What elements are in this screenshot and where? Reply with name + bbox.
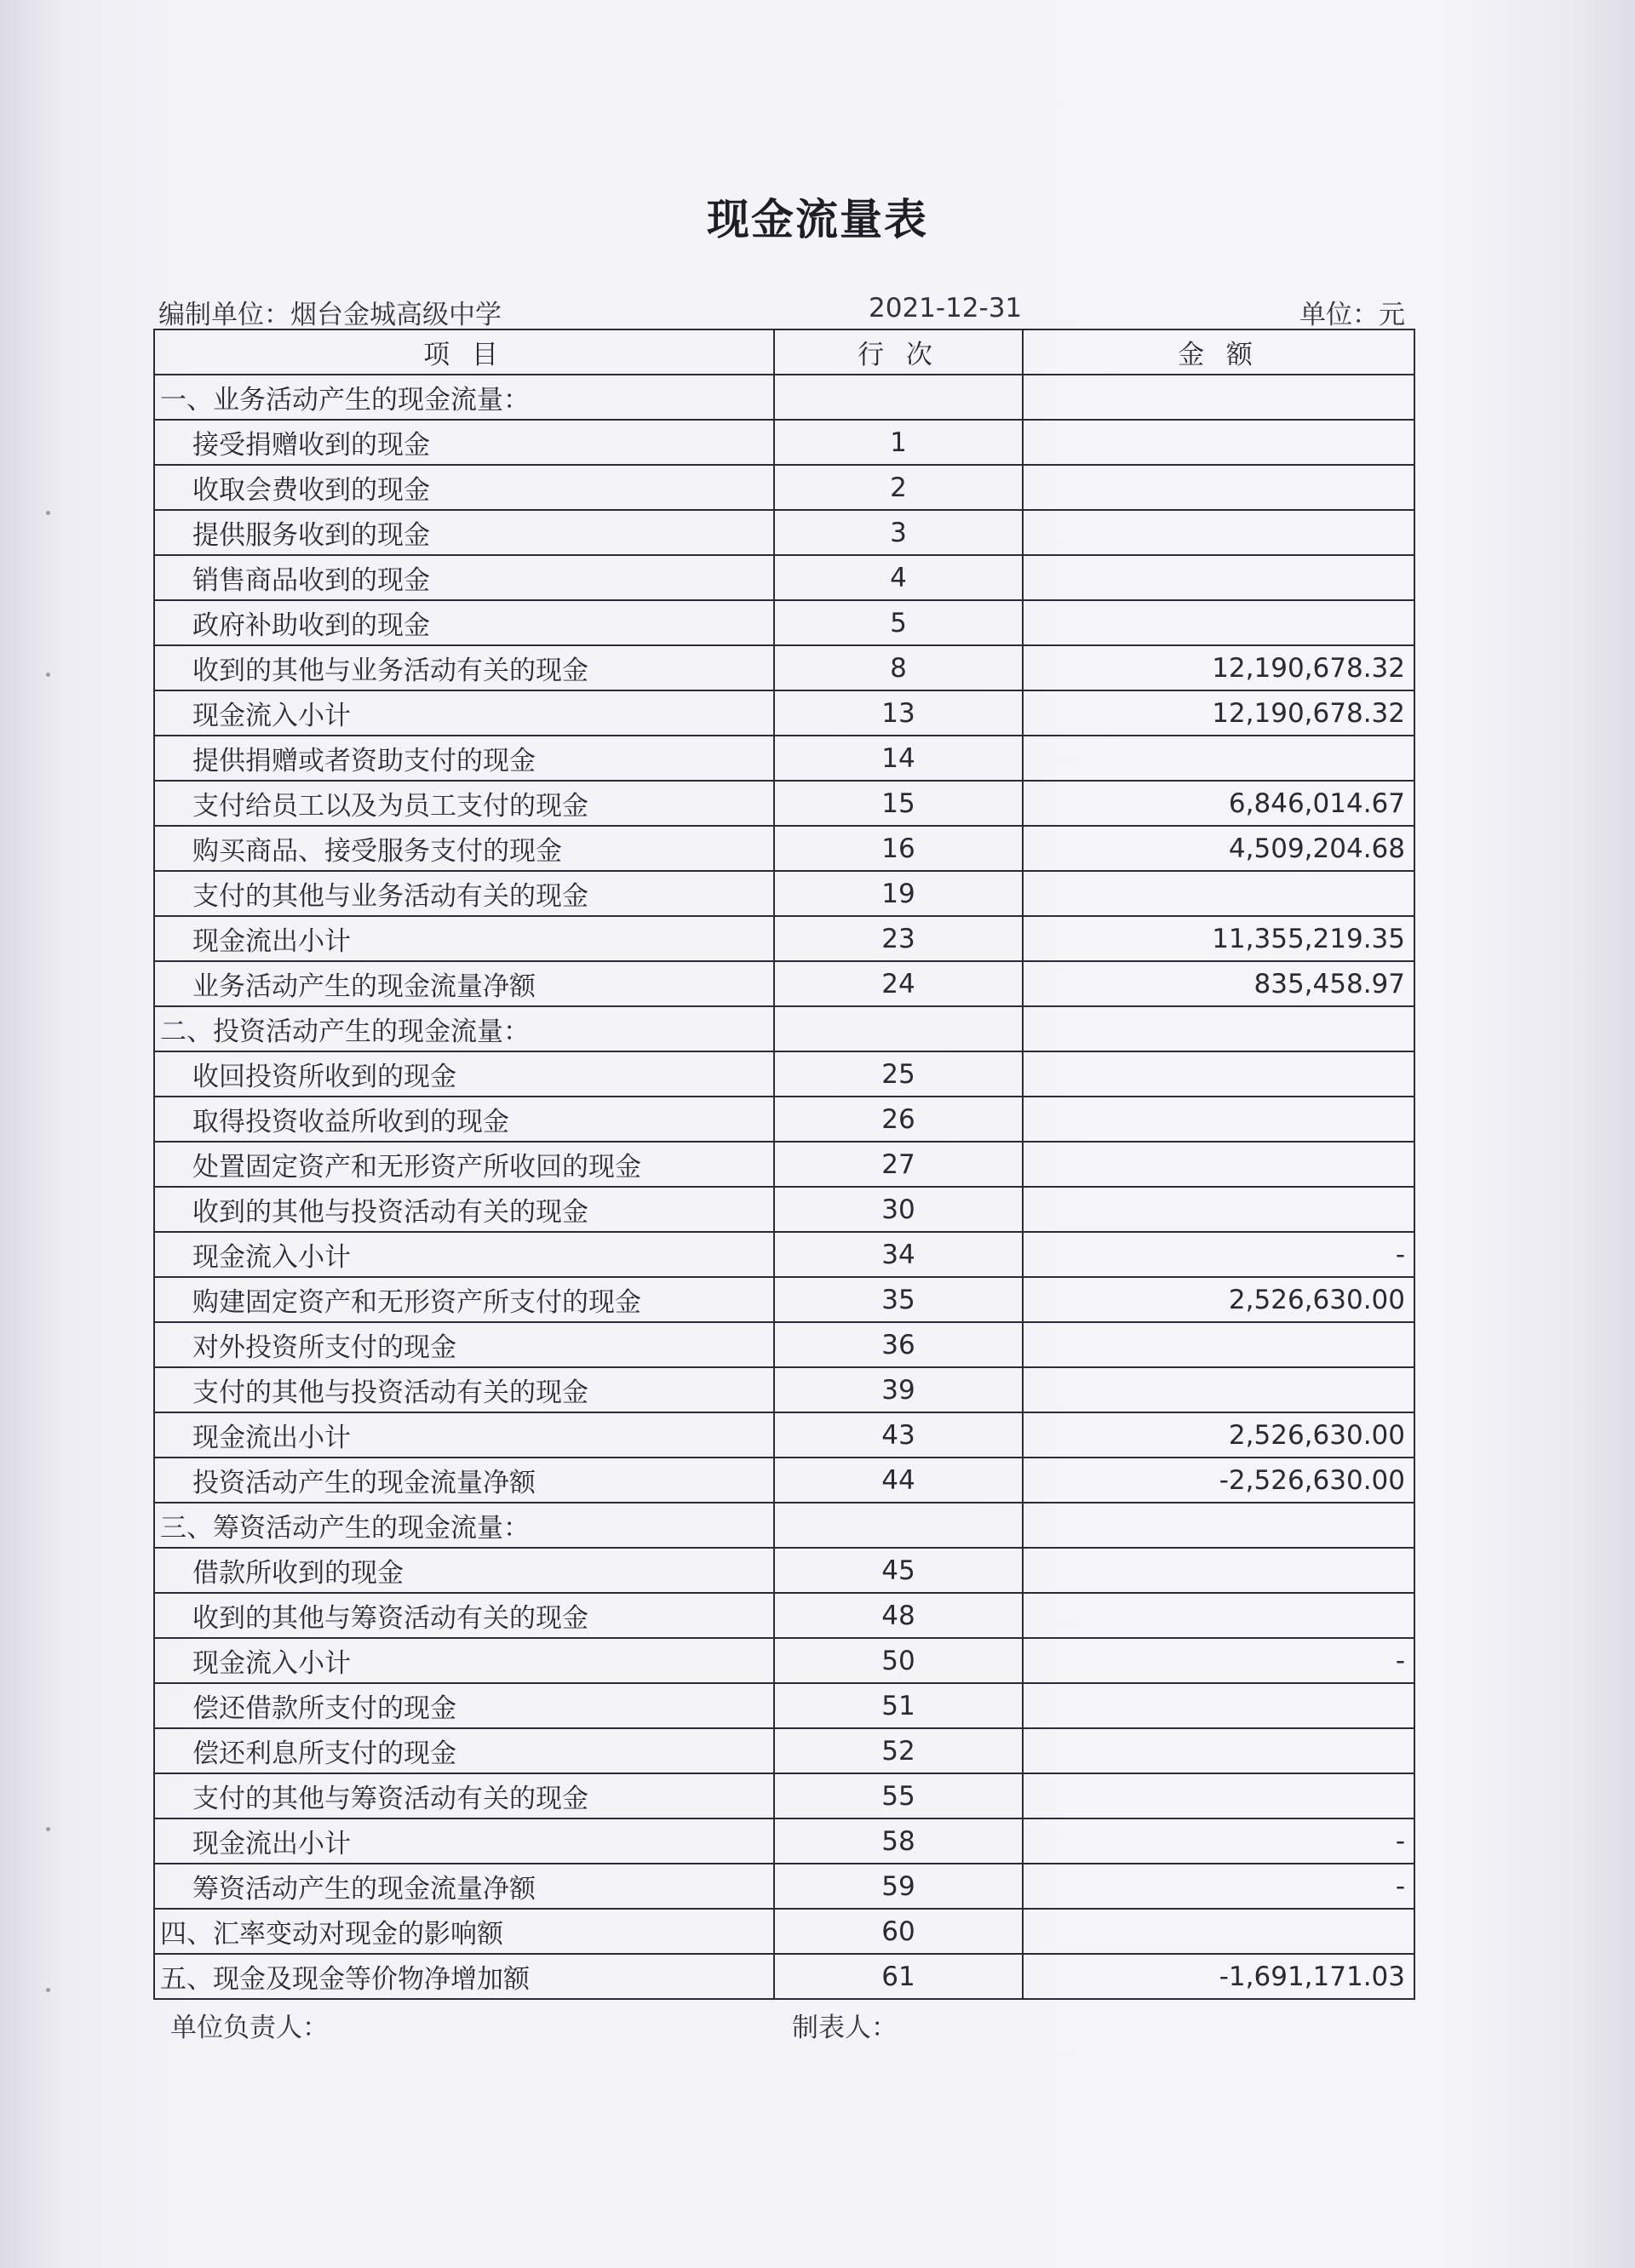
row-line-number: 5 bbox=[774, 600, 1023, 645]
row-line-number: 19 bbox=[774, 871, 1023, 916]
row-line-number bbox=[774, 1503, 1023, 1548]
compiling-unit: 编制单位：烟台金城高级中学 bbox=[158, 300, 502, 330]
row-amount: -1,691,171.03 bbox=[1023, 1954, 1414, 1999]
row-amount bbox=[1023, 555, 1414, 600]
row-amount bbox=[1023, 600, 1414, 645]
row-item-label: 销售商品收到的现金 bbox=[154, 555, 774, 600]
row-amount bbox=[1023, 1548, 1414, 1593]
row-item-label: 收到的其他与投资活动有关的现金 bbox=[154, 1187, 774, 1232]
row-item-label: 二、投资活动产生的现金流量： bbox=[154, 1006, 774, 1051]
row-line-number: 13 bbox=[774, 690, 1023, 736]
table-row bbox=[154, 600, 1414, 645]
row-line-number: 39 bbox=[774, 1367, 1023, 1412]
row-line-number: 55 bbox=[774, 1773, 1023, 1818]
table-row bbox=[154, 510, 1414, 555]
table-row bbox=[154, 1367, 1414, 1412]
row-item-label: 提供服务收到的现金 bbox=[154, 510, 774, 555]
table-row bbox=[154, 1187, 1414, 1232]
row-line-number: 1 bbox=[774, 420, 1023, 465]
row-amount bbox=[1023, 1773, 1414, 1818]
table-row bbox=[154, 871, 1414, 916]
table-row bbox=[154, 1322, 1414, 1367]
row-line-number: 36 bbox=[774, 1322, 1023, 1367]
row-item-label: 五、现金及现金等价物净增加额 bbox=[154, 1954, 774, 1999]
row-item-label: 借款所收到的现金 bbox=[154, 1548, 774, 1593]
row-line-number: 45 bbox=[774, 1548, 1023, 1593]
table-row bbox=[154, 826, 1414, 871]
table-row bbox=[154, 781, 1414, 826]
row-line-number: 26 bbox=[774, 1097, 1023, 1142]
row-item-label: 四、汇率变动对现金的影响额 bbox=[154, 1909, 774, 1954]
table-row bbox=[154, 465, 1414, 510]
row-amount bbox=[1023, 1322, 1414, 1367]
row-amount: - bbox=[1023, 1818, 1414, 1864]
section-row bbox=[154, 1503, 1414, 1548]
row-line-number: 43 bbox=[774, 1412, 1023, 1458]
row-amount: - bbox=[1023, 1232, 1414, 1277]
row-line-number: 30 bbox=[774, 1187, 1023, 1232]
binding-holes bbox=[46, 0, 54, 2268]
table-row bbox=[154, 1458, 1414, 1503]
table-row bbox=[154, 1728, 1414, 1773]
row-amount bbox=[1023, 465, 1414, 510]
cash-flow-table bbox=[153, 329, 1415, 2000]
table-row bbox=[154, 1548, 1414, 1593]
punch-hole-dot bbox=[46, 1988, 50, 1992]
report-date: 2021-12-31 bbox=[869, 293, 1023, 324]
section-row bbox=[154, 375, 1414, 420]
row-item-label: 偿还借款所支付的现金 bbox=[154, 1683, 774, 1728]
row-line-number bbox=[774, 1006, 1023, 1051]
document-title: 现金流量表 bbox=[707, 195, 928, 244]
row-amount: 12,190,678.32 bbox=[1023, 645, 1414, 690]
row-line-number: 60 bbox=[774, 1909, 1023, 1954]
row-line-number: 14 bbox=[774, 736, 1023, 781]
row-amount bbox=[1023, 510, 1414, 555]
row-item-label: 处置固定资产和无形资产所收回的现金 bbox=[154, 1142, 774, 1187]
row-amount bbox=[1023, 1909, 1414, 1954]
row-amount: -2,526,630.00 bbox=[1023, 1458, 1414, 1503]
table-body bbox=[154, 375, 1414, 1999]
row-item-label: 支付的其他与筹资活动有关的现金 bbox=[154, 1773, 774, 1818]
table-row bbox=[154, 1232, 1414, 1277]
row-item-label: 接受捐赠收到的现金 bbox=[154, 420, 774, 465]
table-row bbox=[154, 1638, 1414, 1683]
punch-hole-dot bbox=[46, 511, 50, 515]
row-item-label: 偿还利息所支付的现金 bbox=[154, 1728, 774, 1773]
row-item-label: 三、筹资活动产生的现金流量： bbox=[154, 1503, 774, 1548]
row-item-label: 购买商品、接受服务支付的现金 bbox=[154, 826, 774, 871]
row-item-label: 对外投资所支付的现金 bbox=[154, 1322, 774, 1367]
row-amount: - bbox=[1023, 1638, 1414, 1683]
row-amount bbox=[1023, 1097, 1414, 1142]
row-amount bbox=[1023, 1728, 1414, 1773]
row-line-number: 58 bbox=[774, 1818, 1023, 1864]
row-item-label: 购建固定资产和无形资产所支付的现金 bbox=[154, 1277, 774, 1322]
row-amount bbox=[1023, 871, 1414, 916]
column-header-item: 项 目 bbox=[154, 329, 774, 375]
section-row bbox=[154, 1006, 1414, 1051]
row-item-label: 现金流出小计 bbox=[154, 1412, 774, 1458]
table-row bbox=[154, 1142, 1414, 1187]
row-line-number: 48 bbox=[774, 1593, 1023, 1638]
table-row bbox=[154, 1412, 1414, 1458]
row-item-label: 现金流出小计 bbox=[154, 916, 774, 961]
row-item-label: 提供捐赠或者资助支付的现金 bbox=[154, 736, 774, 781]
table-row bbox=[154, 1277, 1414, 1322]
row-line-number: 25 bbox=[774, 1051, 1023, 1097]
row-amount bbox=[1023, 375, 1414, 420]
row-line-number: 3 bbox=[774, 510, 1023, 555]
column-header-line: 行 次 bbox=[774, 329, 1023, 375]
row-amount: 12,190,678.32 bbox=[1023, 690, 1414, 736]
table-row bbox=[154, 645, 1414, 690]
row-item-label: 收取会费收到的现金 bbox=[154, 465, 774, 510]
row-amount bbox=[1023, 1006, 1414, 1051]
row-amount bbox=[1023, 1683, 1414, 1728]
table-row bbox=[154, 1864, 1414, 1909]
row-line-number: 27 bbox=[774, 1142, 1023, 1187]
table-row bbox=[154, 1097, 1414, 1142]
row-line-number: 52 bbox=[774, 1728, 1023, 1773]
row-line-number: 59 bbox=[774, 1864, 1023, 1909]
row-item-label: 筹资活动产生的现金流量净额 bbox=[154, 1864, 774, 1909]
column-header-amount: 金 额 bbox=[1023, 329, 1414, 375]
row-item-label: 现金流入小计 bbox=[154, 690, 774, 736]
table-row bbox=[154, 555, 1414, 600]
row-item-label: 支付给员工以及为员工支付的现金 bbox=[154, 781, 774, 826]
row-item-label: 现金流入小计 bbox=[154, 1638, 774, 1683]
row-amount bbox=[1023, 420, 1414, 465]
table-row bbox=[154, 916, 1414, 961]
table-row bbox=[154, 1818, 1414, 1864]
row-amount bbox=[1023, 1051, 1414, 1097]
row-line-number: 35 bbox=[774, 1277, 1023, 1322]
table-row bbox=[154, 1773, 1414, 1818]
section-row bbox=[154, 1909, 1414, 1954]
row-amount: 11,355,219.35 bbox=[1023, 916, 1414, 961]
row-amount bbox=[1023, 1142, 1414, 1187]
table-row bbox=[154, 1051, 1414, 1097]
row-line-number: 34 bbox=[774, 1232, 1023, 1277]
row-amount bbox=[1023, 1503, 1414, 1548]
row-item-label: 业务活动产生的现金流量净额 bbox=[154, 961, 774, 1006]
table-row bbox=[154, 1593, 1414, 1638]
row-amount: 4,509,204.68 bbox=[1023, 826, 1414, 871]
row-line-number: 8 bbox=[774, 645, 1023, 690]
currency-unit: 单位：元 bbox=[1299, 300, 1405, 330]
row-item-label: 支付的其他与业务活动有关的现金 bbox=[154, 871, 774, 916]
row-line-number: 2 bbox=[774, 465, 1023, 510]
row-line-number: 61 bbox=[774, 1954, 1023, 1999]
row-item-label: 现金流出小计 bbox=[154, 1818, 774, 1864]
table-row bbox=[154, 961, 1414, 1006]
row-line-number: 15 bbox=[774, 781, 1023, 826]
row-line-number: 50 bbox=[774, 1638, 1023, 1683]
row-line-number bbox=[774, 375, 1023, 420]
table-row bbox=[154, 690, 1414, 736]
table-row bbox=[154, 420, 1414, 465]
row-item-label: 收回投资所收到的现金 bbox=[154, 1051, 774, 1097]
responsible-person-label: 单位负责人： bbox=[170, 2013, 329, 2043]
row-amount: 6,846,014.67 bbox=[1023, 781, 1414, 826]
row-item-label: 投资活动产生的现金流量净额 bbox=[154, 1458, 774, 1503]
punch-hole-dot bbox=[46, 673, 50, 677]
row-item-label: 支付的其他与投资活动有关的现金 bbox=[154, 1367, 774, 1412]
row-amount: 2,526,630.00 bbox=[1023, 1412, 1414, 1458]
row-line-number: 4 bbox=[774, 555, 1023, 600]
row-line-number: 24 bbox=[774, 961, 1023, 1006]
punch-hole-dot bbox=[46, 1827, 50, 1831]
section-row bbox=[154, 1954, 1414, 1999]
table-row bbox=[154, 1683, 1414, 1728]
row-amount: - bbox=[1023, 1864, 1414, 1909]
row-amount bbox=[1023, 1367, 1414, 1412]
row-line-number: 51 bbox=[774, 1683, 1023, 1728]
row-line-number: 23 bbox=[774, 916, 1023, 961]
row-line-number: 44 bbox=[774, 1458, 1023, 1503]
table-header-row bbox=[154, 329, 1414, 375]
preparer-label: 制表人： bbox=[792, 2013, 898, 2043]
row-amount: 835,458.97 bbox=[1023, 961, 1414, 1006]
row-item-label: 一、业务活动产生的现金流量： bbox=[154, 375, 774, 420]
row-item-label: 收到的其他与业务活动有关的现金 bbox=[154, 645, 774, 690]
row-amount bbox=[1023, 1593, 1414, 1638]
row-item-label: 收到的其他与筹资活动有关的现金 bbox=[154, 1593, 774, 1638]
row-amount: 2,526,630.00 bbox=[1023, 1277, 1414, 1322]
row-amount bbox=[1023, 736, 1414, 781]
row-item-label: 现金流入小计 bbox=[154, 1232, 774, 1277]
row-line-number: 16 bbox=[774, 826, 1023, 871]
row-amount bbox=[1023, 1187, 1414, 1232]
row-item-label: 取得投资收益所收到的现金 bbox=[154, 1097, 774, 1142]
table-row bbox=[154, 736, 1414, 781]
row-item-label: 政府补助收到的现金 bbox=[154, 600, 774, 645]
